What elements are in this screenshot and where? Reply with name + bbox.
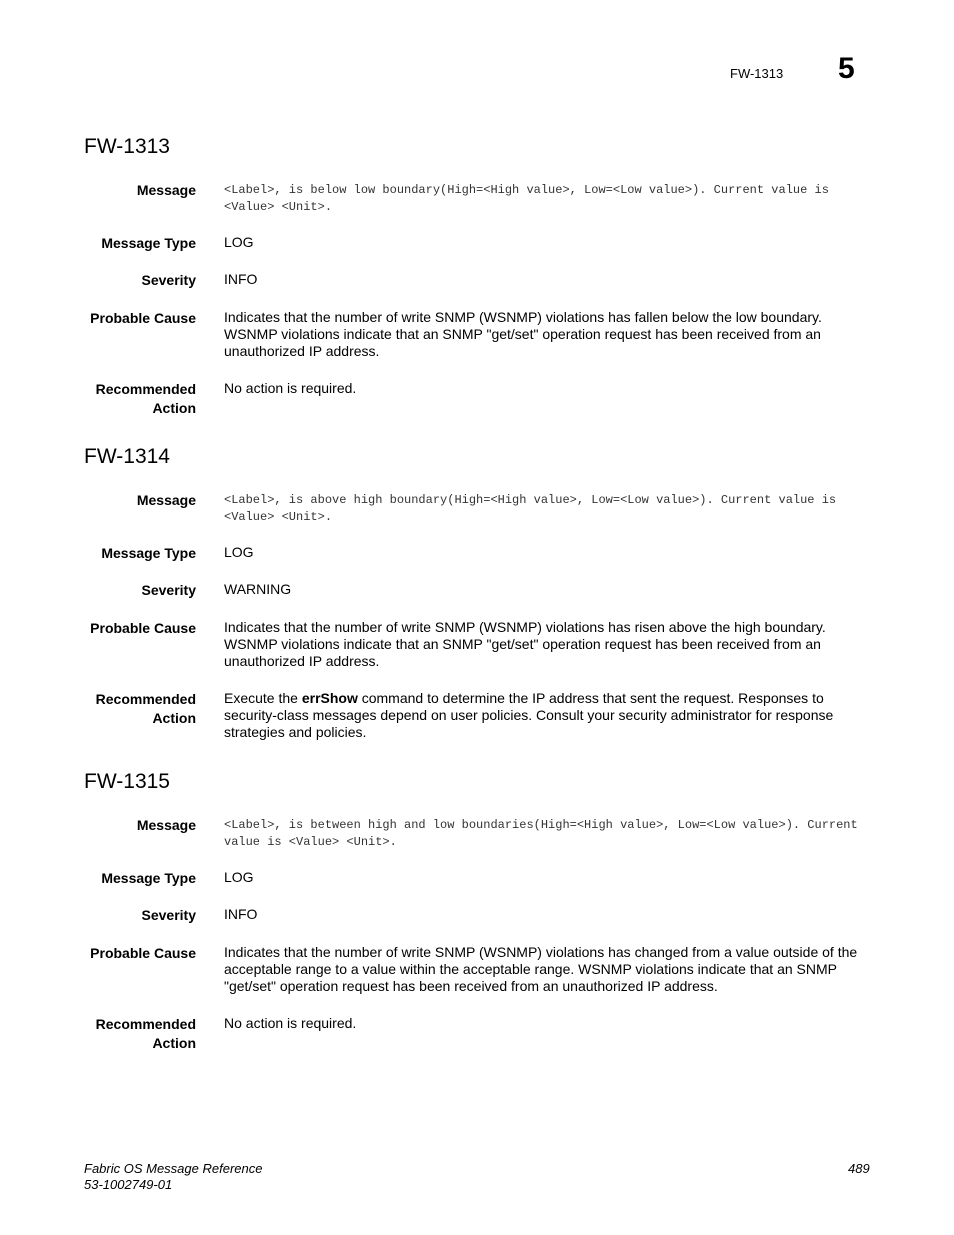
severity-label: Severity (141, 907, 196, 923)
recommended-label-line2: Action (152, 1035, 196, 1051)
probable-cause-label: Probable Cause (90, 945, 196, 961)
message-label: Message (136, 817, 196, 833)
recommended-action-label (56, 1015, 196, 1053)
recommended-label-line2: Action (152, 710, 196, 726)
severity-label: Severity (141, 272, 196, 288)
running-head: FW-1313 (730, 66, 784, 81)
page-number: 489 (848, 1161, 870, 1176)
message-text: <Label>, is between high and low boundaries(High=<High value>, Low=<Low value>). Current value is <Value> <Unit>. (224, 818, 858, 849)
severity-value: WARNING (224, 581, 292, 597)
recommended-action-text: No action is required. (224, 1015, 357, 1031)
recommended-action-text: No action is required. (224, 380, 357, 396)
recommended-action-pre: Execute the (224, 690, 302, 706)
probable-cause-text: Indicates that the number of write SNMP (WSNMP) violations has changed from a value outside of the acceptable range to a value within the acceptable range. WSNMP violations indicate that an SNMP "get/set" operation request has been received from an unauthorized IP address. (224, 944, 858, 994)
message-type-value: LOG (224, 869, 254, 885)
message-type-label: Message Type (101, 870, 196, 886)
footer-doc-number: 53-1002749-01 (84, 1177, 173, 1192)
message-text: <Label>, is below low boundary(High=<High value>, Low=<Low value>). Current value is <Value> <Unit>. (224, 183, 829, 214)
message-label: Message (136, 492, 196, 508)
probable-cause-label: Probable Cause (90, 620, 196, 636)
recommended-label-line1: Recommended (95, 1016, 196, 1032)
probable-cause-label: Probable Cause (90, 310, 196, 326)
footer-doc-info (84, 1161, 262, 1193)
probable-cause-text: Indicates that the number of write SNMP (WSNMP) violations has fallen below the low boundary. WSNMP violations indicate that an SNMP "get/set" operation request has been received from an unauthorized IP address. (224, 309, 822, 359)
message-type-label: Message Type (101, 545, 196, 561)
message-type-label: Message Type (101, 235, 196, 251)
recommended-action-label (56, 380, 196, 418)
section-title-fw-1313: FW-1313 (84, 135, 170, 158)
recommended-action-label (56, 690, 196, 728)
severity-value: INFO (224, 271, 258, 287)
recommended-label-line2: Action (152, 400, 196, 416)
message-text: <Label>, is above high boundary(High=<High value>, Low=<Low value>). Current value is <Value> <Unit>. (224, 493, 837, 524)
recommended-label-line1: Recommended (95, 381, 196, 397)
severity-value: INFO (224, 906, 258, 922)
chapter-number: 5 (838, 52, 855, 85)
message-label: Message (136, 182, 196, 198)
section-title-fw-1314: FW-1314 (84, 445, 170, 468)
recommended-label-line1: Recommended (95, 691, 196, 707)
recommended-action-post: command to determine the IP address that sent the request. Responses to security-class messages depend on user policies. Consult your security administrator for response strategies and policies. (224, 690, 834, 740)
message-type-value: LOG (224, 544, 254, 560)
recommended-action-text (224, 690, 864, 741)
severity-label: Severity (141, 582, 196, 598)
command-name: errShow (301, 690, 358, 706)
footer-doc-title: Fabric OS Message Reference (84, 1161, 263, 1176)
probable-cause-text: Indicates that the number of write SNMP (WSNMP) violations has risen above the high boundary. WSNMP violations indicate that an SNMP "get/set" operation request has been received from an unauthorized IP address. (224, 619, 826, 669)
message-type-value: LOG (224, 234, 254, 250)
section-title-fw-1315: FW-1315 (84, 770, 170, 793)
